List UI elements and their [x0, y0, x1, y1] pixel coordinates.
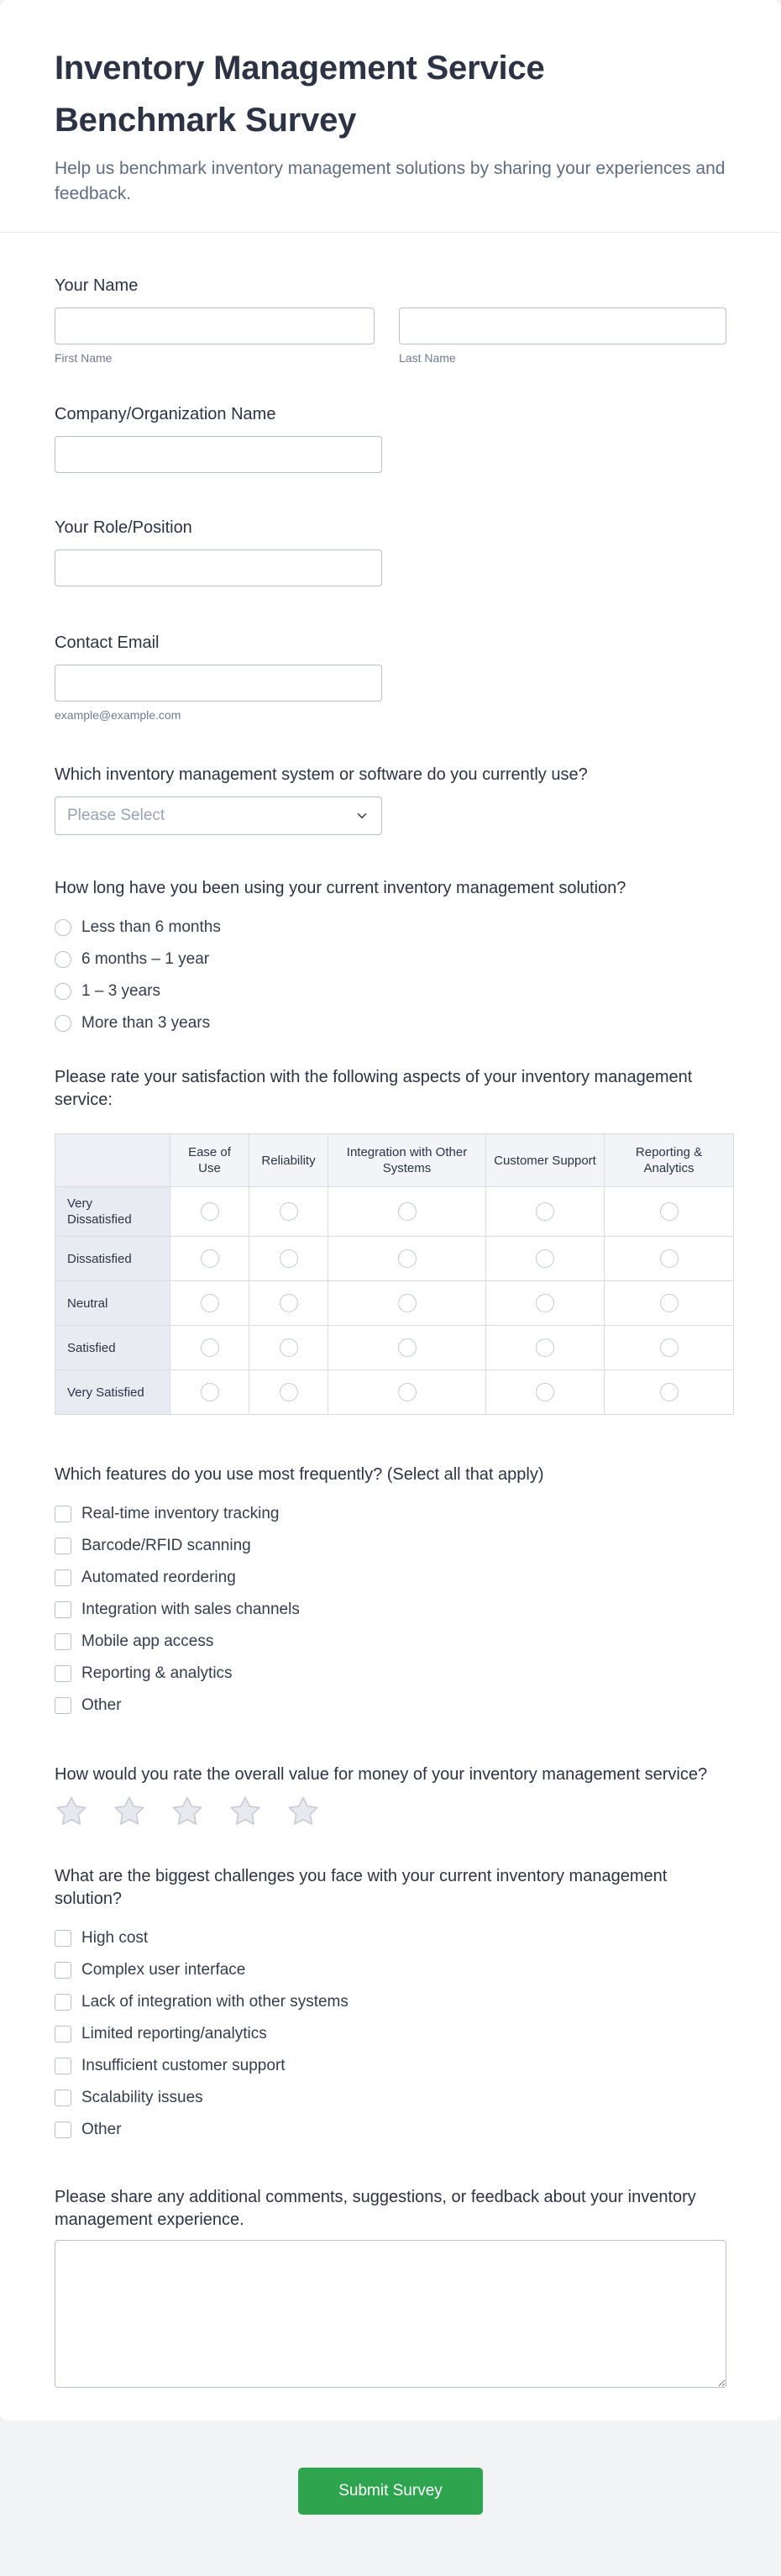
matrix-cell: [605, 1281, 734, 1326]
matrix-cell: [249, 1281, 328, 1326]
checkbox-option[interactable]: [55, 2050, 726, 2082]
submit-area: [0, 2421, 781, 2557]
matrix-cell: [328, 1370, 486, 1415]
question-label: Your Name: [55, 276, 139, 295]
matrix-cell: [249, 1187, 328, 1237]
matrix-row: [55, 1326, 734, 1370]
checkbox-icon[interactable]: [55, 2121, 71, 2138]
star-icon[interactable]: [228, 1795, 262, 1828]
matrix-cell: [486, 1326, 605, 1370]
checkbox-option[interactable]: [55, 1922, 726, 1954]
checkbox-option[interactable]: [55, 1986, 726, 2018]
matrix-radio[interactable]: [398, 1202, 417, 1221]
matrix-radio[interactable]: [280, 1383, 298, 1401]
checkbox-icon[interactable]: [55, 1538, 71, 1554]
checkbox-icon[interactable]: [55, 1697, 71, 1714]
question-label: How long have you been using your current inventory management solution?: [55, 879, 626, 897]
matrix-row-label: Very Satisfied: [55, 1370, 170, 1415]
checkbox-option[interactable]: [55, 2114, 726, 2146]
matrix-row: [55, 1281, 734, 1326]
checkbox-option[interactable]: [55, 1562, 726, 1594]
radio-icon[interactable]: [55, 951, 71, 968]
matrix-row-label: Neutral: [55, 1281, 170, 1326]
radio-icon[interactable]: [55, 983, 71, 1000]
star-icon[interactable]: [113, 1795, 146, 1828]
question-email: [55, 632, 726, 722]
email-sublabel: example@example.com: [55, 708, 181, 722]
checkbox-option[interactable]: [55, 1530, 726, 1562]
matrix-radio[interactable]: [660, 1294, 679, 1312]
matrix-cell: [605, 1326, 734, 1370]
chevron-down-icon: [354, 808, 370, 823]
features-options: [55, 1498, 726, 1722]
matrix-radio[interactable]: [660, 1338, 679, 1357]
question-satisfaction-matrix: [55, 1066, 726, 1415]
checkbox-option[interactable]: [55, 1498, 726, 1530]
question-label: Your Role/Position: [55, 518, 192, 537]
checkbox-option-label[interactable]: Other: [81, 2121, 122, 2138]
matrix-cell: [486, 1281, 605, 1326]
first-name-sublabel: First Name: [55, 351, 113, 365]
last-name-input[interactable]: [399, 308, 726, 344]
matrix-radio[interactable]: [536, 1338, 554, 1357]
matrix-cell: [170, 1326, 249, 1370]
question-label: Which features do you use most frequently? (Select all that apply): [55, 1465, 544, 1484]
matrix-column-header: Reliability: [249, 1134, 328, 1187]
matrix-radio[interactable]: [280, 1249, 298, 1268]
form-subtitle: Help us benchmark inventory management solutions by sharing your experiences and feedback.: [55, 159, 726, 203]
matrix-cell: [249, 1326, 328, 1370]
matrix-radio[interactable]: [201, 1249, 219, 1268]
matrix-radio[interactable]: [280, 1294, 298, 1312]
matrix-radio[interactable]: [536, 1383, 554, 1401]
radio-option-label[interactable]: More than 3 years: [81, 1014, 211, 1032]
matrix-radio[interactable]: [201, 1202, 219, 1221]
checkbox-option-label[interactable]: Complex user interface: [81, 1961, 246, 1979]
matrix-radio[interactable]: [201, 1338, 219, 1357]
matrix-radio[interactable]: [398, 1338, 417, 1357]
checkbox-option-label[interactable]: Automated reordering: [81, 1569, 236, 1586]
matrix-row-label: Dissatisfied: [55, 1237, 170, 1281]
matrix-cell: [249, 1370, 328, 1415]
matrix-cell: [328, 1187, 486, 1237]
question-label: How would you rate the overall value for money of your inventory management service?: [55, 1765, 708, 1784]
name-fields-row: [55, 308, 726, 365]
company-input[interactable]: [55, 436, 382, 473]
matrix-cell: [605, 1237, 734, 1281]
star-icon[interactable]: [55, 1795, 88, 1828]
question-features: [55, 1464, 726, 1722]
checkbox-option[interactable]: [55, 1690, 726, 1722]
checkbox-option[interactable]: [55, 1658, 726, 1690]
checkbox-option-label[interactable]: Limited reporting/analytics: [81, 2025, 267, 2042]
form-title: Inventory Management Service Benchmark Survey: [55, 50, 545, 139]
matrix-column-header: Ease of Use: [170, 1134, 249, 1187]
matrix-corner-cell: [55, 1134, 170, 1187]
checkbox-icon[interactable]: [55, 2090, 71, 2106]
checkbox-option[interactable]: [55, 2082, 726, 2114]
matrix-radio[interactable]: [536, 1202, 554, 1221]
form-header: [0, 0, 781, 232]
question-label: Please share any additional comments, suggestions, or feedback about your inventory management experience.: [55, 2188, 696, 2229]
checkbox-option[interactable]: [55, 2018, 726, 2050]
radio-option[interactable]: [55, 975, 726, 1007]
matrix-cell: [328, 1281, 486, 1326]
matrix-radio[interactable]: [660, 1202, 679, 1221]
question-challenges: [55, 1865, 726, 2146]
checkbox-option-label[interactable]: Scalability issues: [81, 2089, 203, 2106]
checkbox-option[interactable]: [55, 1626, 726, 1658]
question-label: Contact Email: [55, 633, 160, 652]
matrix-radio[interactable]: [201, 1383, 219, 1401]
checkbox-option[interactable]: [55, 1954, 726, 1986]
last-name-sublabel: Last Name: [399, 351, 456, 365]
checkbox-option-label[interactable]: Insufficient customer support: [81, 2057, 286, 2074]
checkbox-icon[interactable]: [55, 1962, 71, 1979]
question-software: [55, 764, 726, 835]
matrix-cell: [249, 1237, 328, 1281]
form-body: [0, 275, 781, 2392]
matrix-row-label: Satisfied: [55, 1326, 170, 1370]
question-label: Which inventory management system or software do you currently use?: [55, 765, 588, 784]
matrix-cell: [486, 1237, 605, 1281]
matrix-cell: [170, 1281, 249, 1326]
checkbox-icon[interactable]: [55, 2026, 71, 2042]
matrix-column-header: Integration with Other Systems: [328, 1134, 486, 1187]
checkbox-option-label[interactable]: Integration with sales channels: [81, 1601, 300, 1618]
matrix-cell: [486, 1187, 605, 1237]
radio-option[interactable]: [55, 912, 726, 944]
duration-options: [55, 912, 726, 1039]
checkbox-option-label[interactable]: Reporting & analytics: [81, 1664, 233, 1682]
radio-option[interactable]: [55, 944, 726, 975]
radio-option-label[interactable]: 1 – 3 years: [81, 982, 160, 1000]
checkbox-option[interactable]: [55, 1594, 726, 1626]
matrix-radio[interactable]: [398, 1249, 417, 1268]
first-name-input[interactable]: [55, 308, 375, 344]
radio-icon[interactable]: [55, 919, 71, 936]
comments-textarea[interactable]: [55, 2240, 726, 2388]
checkbox-option-label[interactable]: Lack of integration with other systems: [81, 1993, 349, 2011]
matrix-cell: [328, 1237, 486, 1281]
matrix-row: [55, 1370, 734, 1415]
matrix-radio[interactable]: [660, 1383, 679, 1401]
question-role: [55, 517, 726, 586]
checkbox-icon[interactable]: [55, 1506, 71, 1522]
radio-option-label[interactable]: Less than 6 months: [81, 918, 221, 936]
star-rating[interactable]: [55, 1795, 726, 1828]
checkbox-option-label[interactable]: High cost: [81, 1929, 149, 1947]
question-label: What are the biggest challenges you face with your current inventory management solution?: [55, 1867, 668, 1908]
matrix-row-label: Very Dissatisfied: [55, 1187, 170, 1237]
checkbox-icon[interactable]: [55, 1633, 71, 1650]
matrix-column-header: Reporting & Analytics: [605, 1134, 734, 1187]
satisfaction-matrix: [55, 1133, 734, 1415]
checkbox-icon[interactable]: [55, 1665, 71, 1682]
matrix-cell: [605, 1187, 734, 1237]
software-select[interactable]: [55, 796, 382, 835]
matrix-cell: [328, 1326, 486, 1370]
email-input[interactable]: [55, 665, 382, 702]
question-label: Company/Organization Name: [55, 405, 276, 423]
checkbox-icon[interactable]: [55, 1930, 71, 1947]
matrix-cell: [170, 1370, 249, 1415]
checkbox-icon[interactable]: [55, 2058, 71, 2074]
question-company: [55, 403, 726, 473]
checkbox-icon[interactable]: [55, 1994, 71, 2011]
matrix-column-header: Customer Support: [486, 1134, 605, 1187]
star-icon[interactable]: [170, 1795, 204, 1828]
matrix-row: [55, 1237, 734, 1281]
checkbox-icon[interactable]: [55, 1601, 71, 1618]
last-name-field: [399, 308, 726, 365]
matrix-radio[interactable]: [280, 1338, 298, 1357]
radio-option[interactable]: [55, 1007, 726, 1039]
select-placeholder: Please Select: [67, 807, 165, 824]
radio-icon[interactable]: [55, 1015, 71, 1032]
matrix-row: [55, 1187, 734, 1237]
first-name-field: [55, 308, 375, 365]
header-divider: [0, 232, 781, 233]
question-value-rating: [55, 1764, 726, 1828]
matrix-radio[interactable]: [398, 1294, 417, 1312]
matrix-cell: [486, 1370, 605, 1415]
checkbox-icon[interactable]: [55, 1569, 71, 1586]
challenges-options: [55, 1922, 726, 2146]
matrix-cell: [605, 1370, 734, 1415]
checkbox-option-label[interactable]: Mobile app access: [81, 1632, 214, 1650]
matrix-radio[interactable]: [280, 1202, 298, 1221]
role-input[interactable]: [55, 549, 382, 586]
question-duration: [55, 877, 726, 1039]
matrix-cell: [170, 1237, 249, 1281]
question-comments: [55, 2186, 726, 2392]
checkbox-option-label[interactable]: Barcode/RFID scanning: [81, 1537, 251, 1554]
submit-button[interactable]: Submit Survey: [298, 2468, 483, 2515]
matrix-radio[interactable]: [536, 1294, 554, 1312]
matrix-radio[interactable]: [201, 1294, 219, 1312]
matrix-radio[interactable]: [660, 1249, 679, 1268]
matrix-radio[interactable]: [398, 1383, 417, 1401]
matrix-cell: [170, 1187, 249, 1237]
question-your-name: [55, 275, 726, 365]
radio-option-label[interactable]: 6 months – 1 year: [81, 950, 210, 968]
checkbox-option-label[interactable]: Real-time inventory tracking: [81, 1505, 280, 1522]
star-icon[interactable]: [286, 1795, 320, 1828]
matrix-radio[interactable]: [536, 1249, 554, 1268]
checkbox-option-label[interactable]: Other: [81, 1696, 122, 1714]
question-label: Please rate your satisfaction with the following aspects of your inventory management service:: [55, 1068, 693, 1109]
